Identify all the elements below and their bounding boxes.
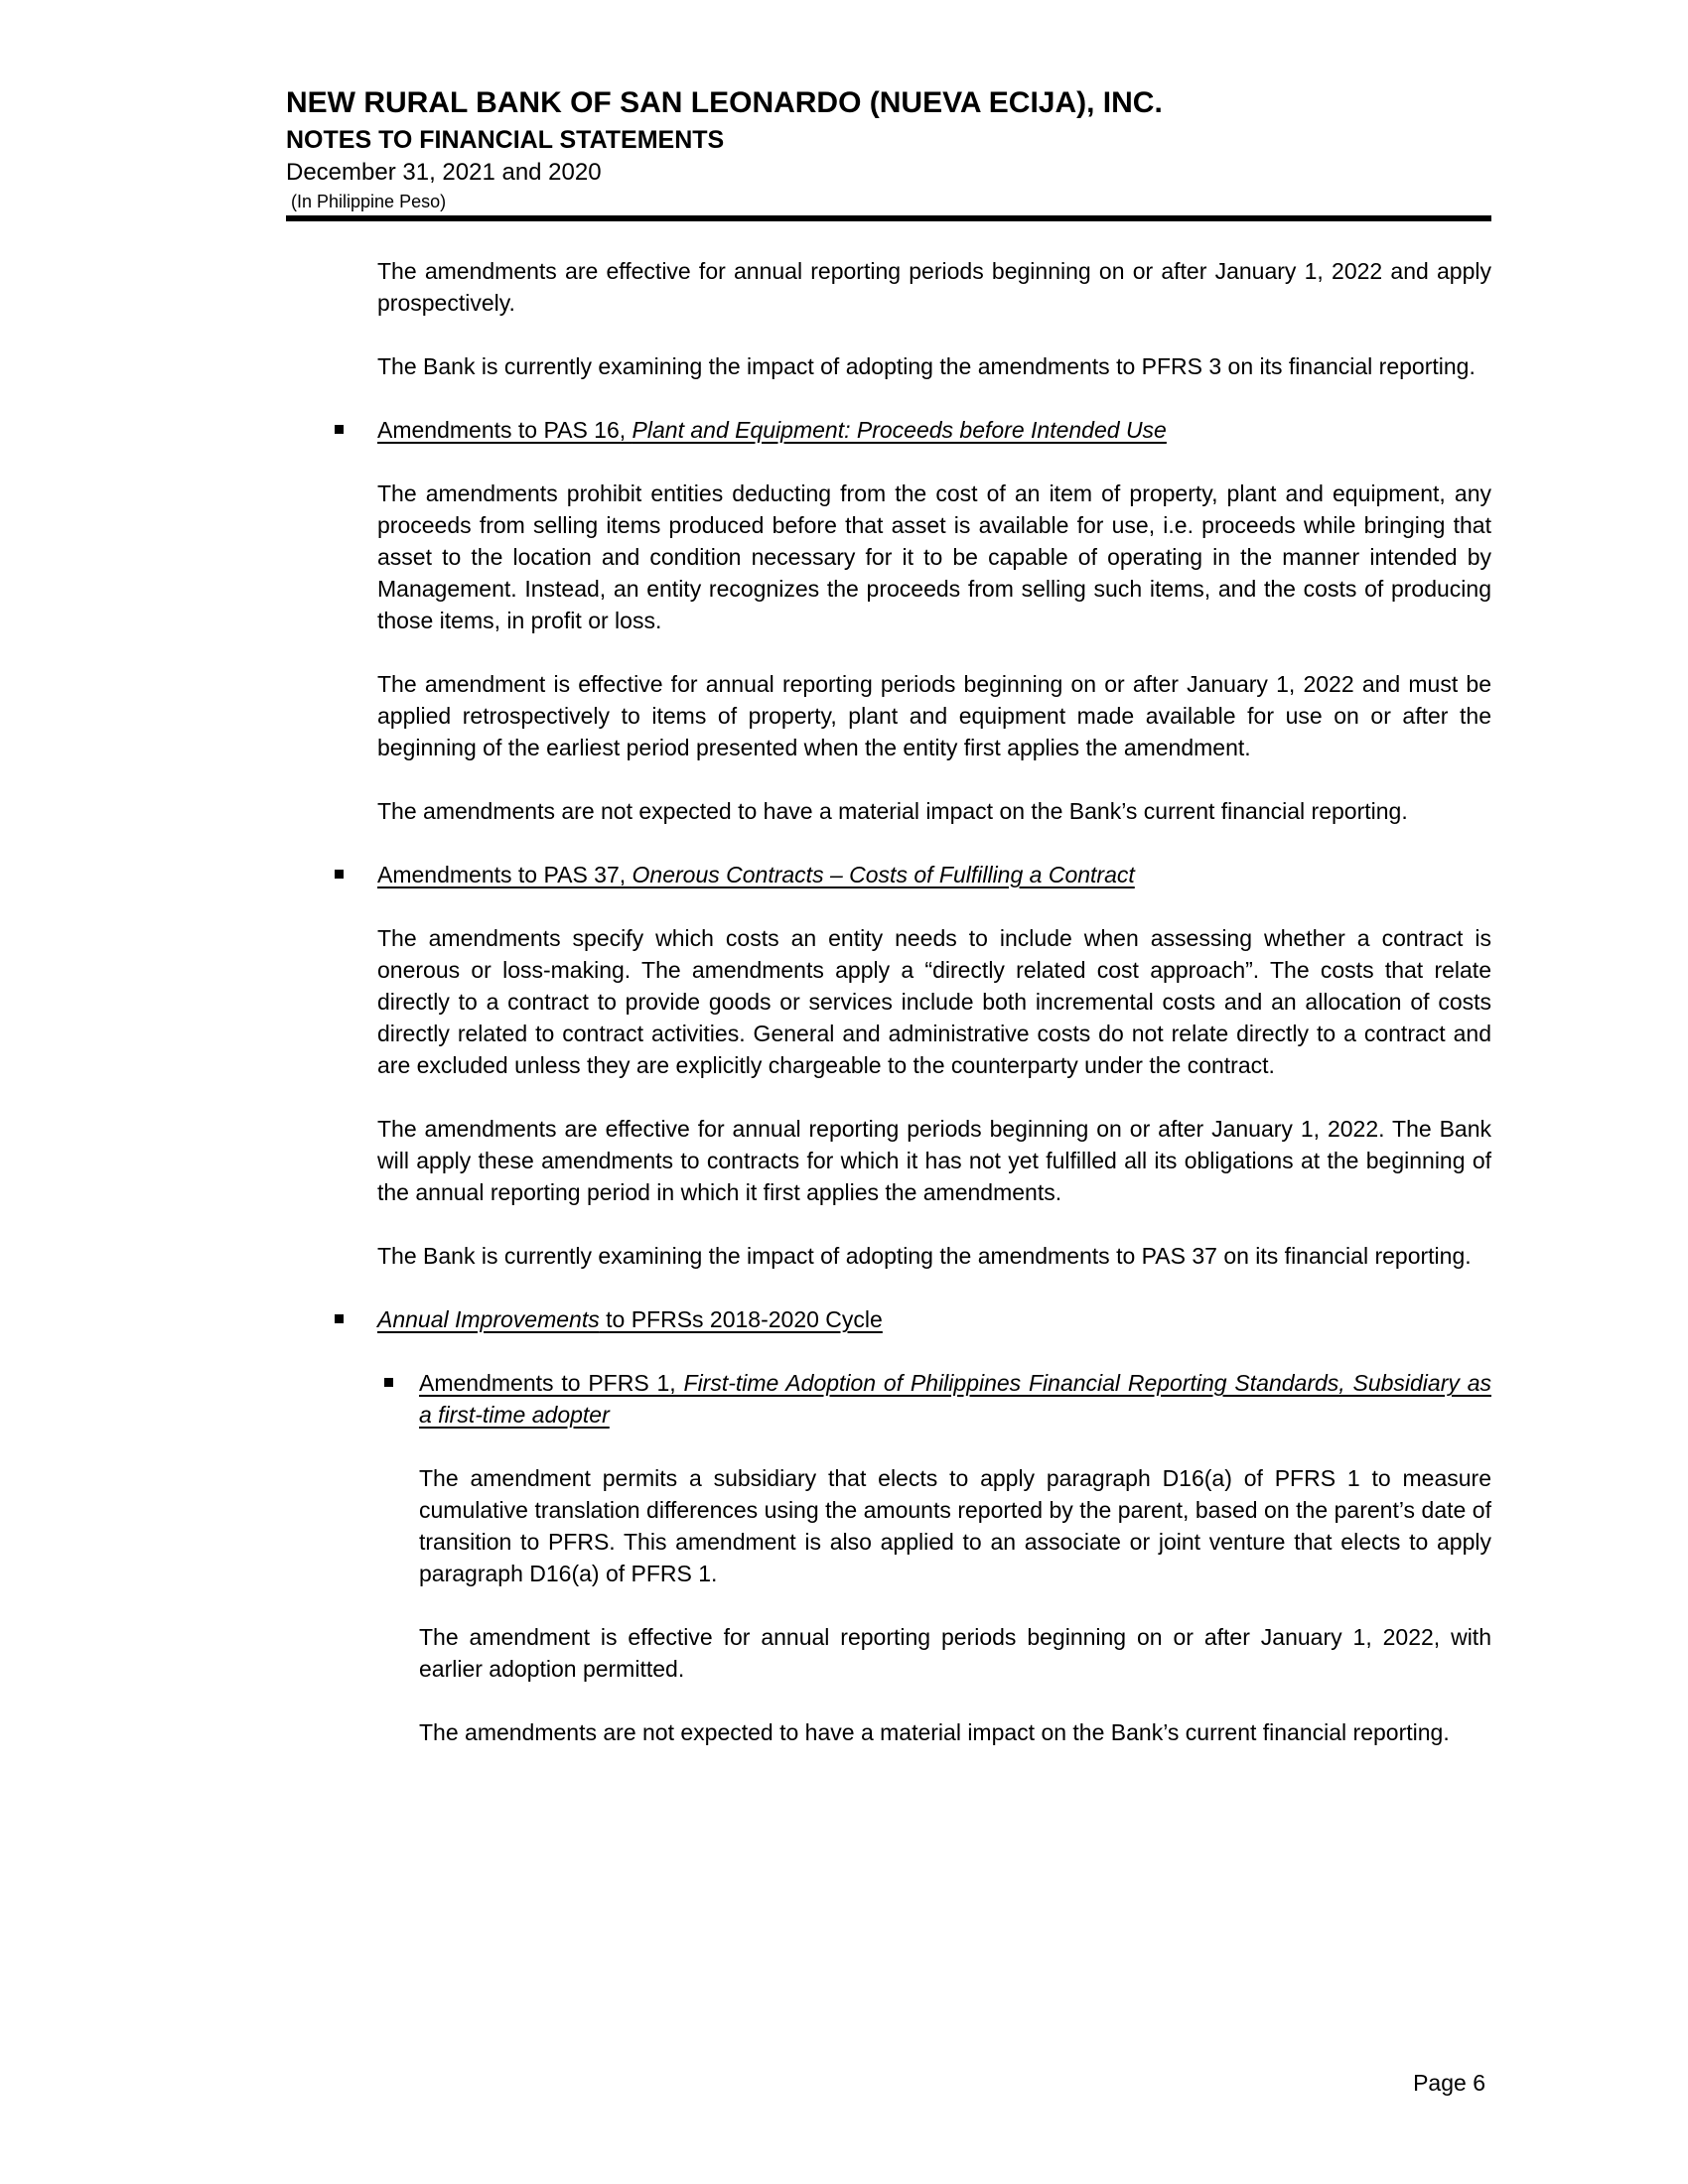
paragraph-pas37-1: The amendments specify which costs an entity needs to include when assessing whether a contract is onerous or loss-making. The amendments apply a “directly related cost approach”. The costs that relate directly to a contract to provide goods or services include both incremental costs and an allocation of costs directly related to contract activities. General and administrative costs do not relate directly to a contract and are excluded unless they are explicitly chargeable to the counterparty under the contract. (377, 925, 1491, 1078)
paragraph-pfrs1-3: The amendments are not expected to have a material impact on the Bank’s current financial reporting. (419, 1719, 1450, 1745)
heading-title: Plant and Equipment: Proceeds before Intended Use (632, 417, 1167, 443)
bullet-item-pas37 (377, 859, 1491, 890)
page-number: Page 6 (1413, 2070, 1485, 2096)
paragraph-intro-2: The Bank is currently examining the impact of adopting the amendments to PFRS 3 on its financial reporting. (377, 353, 1476, 379)
heading-suffix: to PFRSs 2018-2020 Cycle (599, 1306, 883, 1332)
paragraph-pas37-3: The Bank is currently examining the impact of adopting the amendments to PAS 37 on its financial reporting. (377, 1243, 1472, 1269)
section-heading-pfrs1 (419, 1367, 1491, 1431)
paragraph-pas16-2: The amendment is effective for annual reporting periods beginning on or after January 1, 2022 and must be applied retrospectively to items of property, plant and equipment made available for use on or after the beginning of the earliest period presented when the entity first applies the amendment. (377, 671, 1491, 760)
document-header (0, 0, 1688, 221)
heading-title: First-time Adoption of Philippines Financial Reporting Standards, Subsidiary as a first-time adopter (419, 1370, 1491, 1428)
paragraph-pas16-3: The amendments are not expected to have a material impact on the Bank’s current financial reporting. (377, 798, 1408, 824)
currency-note: (In Philippine Peso) (291, 192, 447, 211)
bullet-square-icon (335, 425, 344, 434)
header-rule (286, 215, 1491, 221)
bullet-square-icon (335, 870, 344, 879)
bullet-square-icon (335, 1314, 344, 1323)
paragraph-intro-1: The amendments are effective for annual reporting periods beginning on or after January 1, 2022 and apply prospectively. (377, 258, 1491, 316)
paragraph-pfrs1-2: The amendment is effective for annual reporting periods beginning on or after January 1, 2022, with earlier adoption permitted. (419, 1624, 1491, 1682)
report-date: December 31, 2021 and 2020 (286, 159, 602, 186)
bullet-item-pas16 (377, 414, 1491, 446)
section-heading-pas16 (377, 414, 1491, 446)
heading-prefix: Amendments to PAS 37, (377, 862, 633, 887)
heading-title: Annual Improvements (377, 1306, 600, 1332)
document-body (377, 255, 1491, 1748)
heading-title: Onerous Contracts – Costs of Fulfilling a Contract (632, 862, 1135, 887)
paragraph-pas37-2: The amendments are effective for annual reporting periods beginning on or after January 1, 2022. The Bank will apply these amendments to contracts for which it has not yet fulfilled all its obligations at the beginning of the annual reporting period in which it first applies the amendments. (377, 1116, 1491, 1205)
heading-prefix: Amendments to PAS 16, (377, 417, 633, 443)
bullet-square-icon (384, 1378, 393, 1387)
heading-prefix: Amendments to PFRS 1, (419, 1370, 684, 1396)
report-title: NOTES TO FINANCIAL STATEMENTS (286, 126, 725, 154)
bullet-item-annual-improvements (377, 1303, 1491, 1335)
bank-name: NEW RURAL BANK OF SAN LEONARDO (NUEVA ECIJA), INC. (286, 86, 1163, 119)
paragraph-pfrs1-1: The amendment permits a subsidiary that elects to apply paragraph D16(a) of PFRS 1 to measure cumulative translation differences using the amounts reported by the parent, based on the parent’s date of transition to PFRS. This amendment is also applied to an associate or joint venture that elects to apply paragraph D16(a) of PFRS 1. (419, 1465, 1491, 1586)
paragraph-pas16-1: The amendments prohibit entities deducting from the cost of an item of property, plant and equipment, any proceeds from selling items produced before that asset is available for use, i.e. proceeds while bringing that asset to the location and condition necessary for it to be capable of operating in the manner intended by Management. Instead, an entity recognizes the proceeds from selling such items, and the costs of producing those items, in profit or loss. (377, 480, 1491, 633)
section-heading-annual-improvements (377, 1303, 1491, 1335)
bullet-item-pfrs1 (419, 1367, 1491, 1431)
section-heading-pas37 (377, 859, 1491, 890)
